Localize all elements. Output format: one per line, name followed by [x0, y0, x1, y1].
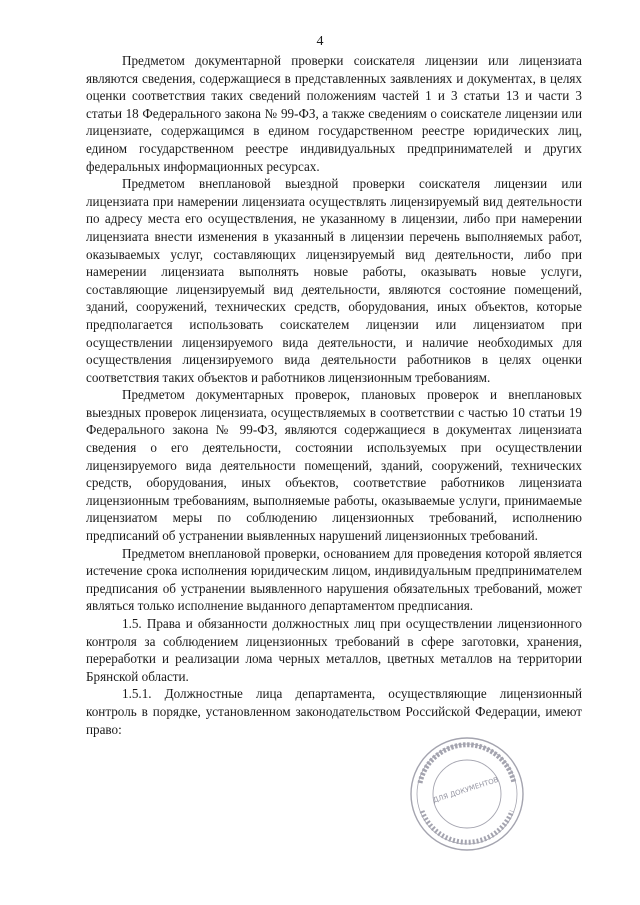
document-body	[86, 52, 582, 738]
section-1-5-1-paragraph: 1.5.1. Должностные лица департамента, осуществляющие лицензионный контроль в порядке, установленном законодательством Российской Федерации, имеют право:	[86, 686, 582, 737]
paragraph-order-execution-inspection: Предметом внеплановой проверки, основанием для проведения которой является истечение срока исполнения юридическим лицом, индивидуальным предпринимателем предписания об устранении выявленного нарушения обязательных требований, может являться только исполнение выданного департаментом предписания.	[86, 545, 582, 614]
section-1-5-heading: 1.5. Права и обязанности должностных лиц при осуществлении лицензионного контроля за соблюдением лицензионных требований в сфере заготовки, хранения, переработки и реализации лома черных металлов, цветных металлов на территории Брянской области.	[86, 616, 582, 684]
page-number: 4	[316, 34, 324, 49]
official-seal-stamp	[408, 735, 526, 853]
paragraph-documentary-inspection: Предметом документарной проверки соискателя лицензии или лицензиата являются сведения, содержащиеся в представленных заявлениях и документах, в целях оценки соответствия таких сведений положениям частей 1 и 3 статьи 13 и части 3 статьи 18 Федерального закона № 99-ФЗ, а также сведениям о соискателе лицензии или лицензиате, содержащимся в едином государственном реестре юридических лиц, едином государственном реестре индивидуальных предпринимателей и других федеральных информационных ресурсах.	[86, 53, 582, 174]
stamp-center-text: ДЛЯ ДОКУМЕНТОВ	[432, 775, 500, 805]
paragraph-licensee-inspections: Предметом документарных проверок, плановых проверок и внеплановых выездных проверок лицензиата, осуществляемых в соответствии с частью 10 статьи 19 Федерального закона № 99-ФЗ, являются содержащиеся в документах лицензиата сведения о его деятельности, состоянии используемых при осуществлении лицензируемого вида деятельности помещений, зданий, сооружений, технических средств, оборудования, иных объектов, соответствие работников лицензиата лицензионным требованиям, выполняемые работы, оказываемые услуги, принимаемые лицензиатом меры по соблюдению лицензионных требований, исполнению предписаний об устранении выявленных нарушений лицензионных требований.	[86, 387, 582, 544]
paragraph-unscheduled-field-inspection: Предметом внеплановой выездной проверки соискателя лицензии или лицензиата при намерении лицензиата осуществлять лицензируемый вид деятельности по адресу места его осуществления, не указанному в лицензии, либо при намерении лицензиата внести изменения в указанный в лицензии перечень выполняемых работ, оказываемых услуг, составляющих лицензируемый вид деятельности, либо при намерении лицензиата выполнять новые работы, оказывать новые услуги, составляющие лицензируемый вид деятельности, являются состояние помещений, зданий, сооружений, технических средств, оборудования, иных объектов, которые предполагается использовать соискателем лицензии или лицензиатом при осуществлении лицензируемого вида деятельности, и наличие необходимых для осуществления лицензируемого вида деятельности работников в целях оценки соответствия таких объектов и работников лицензионным требованиям.	[86, 176, 582, 385]
